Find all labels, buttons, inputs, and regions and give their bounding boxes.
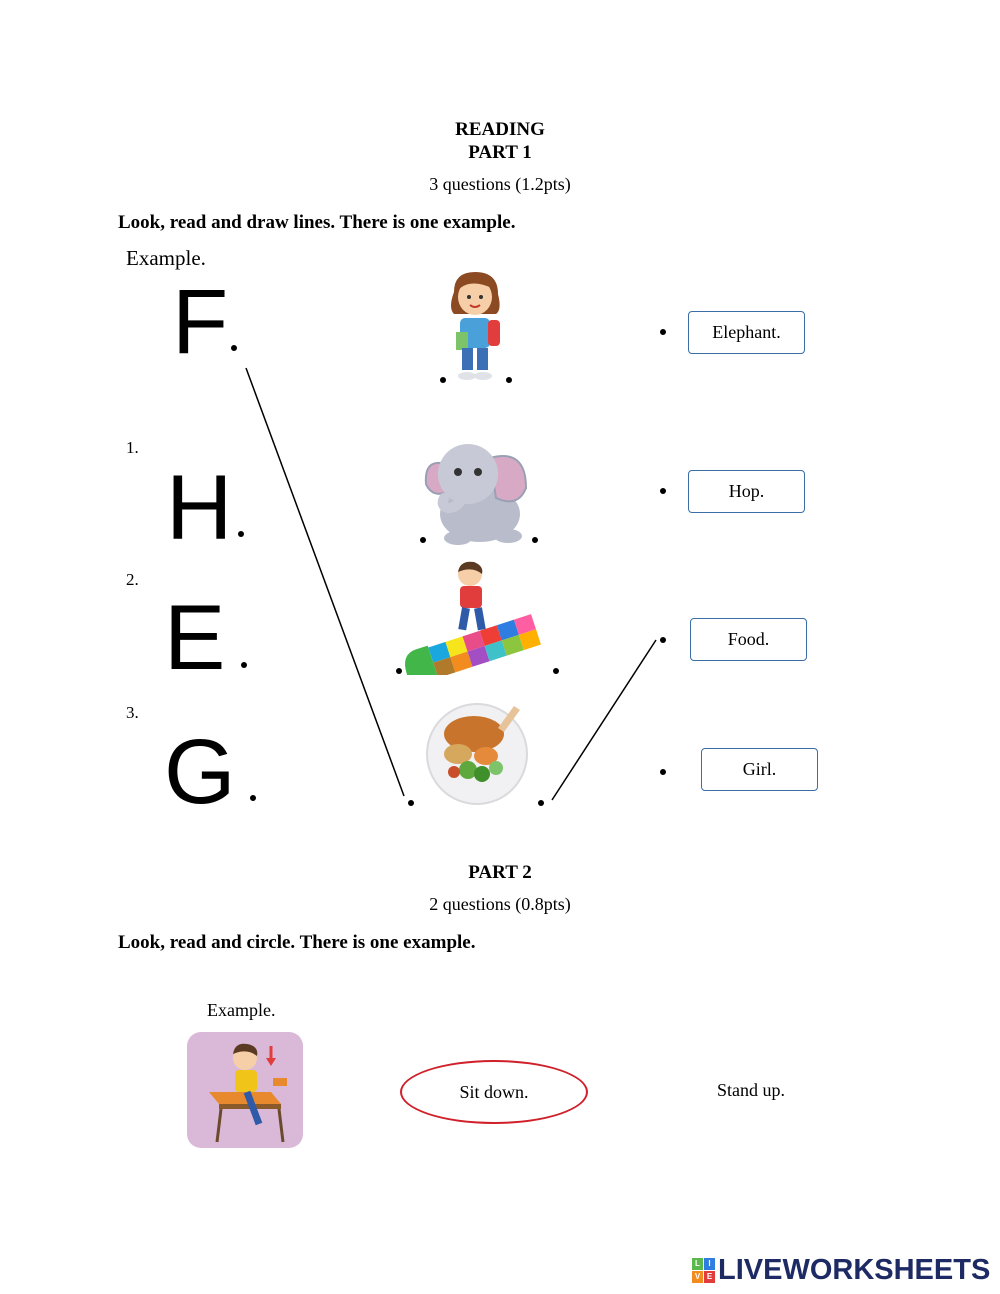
question-number-1: 1.	[126, 438, 139, 457]
part1-instruction: Look, read and draw lines. There is one example.	[118, 212, 516, 233]
line-f-girl	[246, 368, 404, 796]
part1-title: PART 1	[468, 142, 532, 163]
line-food-word	[552, 640, 656, 800]
reading-title: READING	[455, 119, 545, 140]
option-stand-up[interactable]: Stand up.	[717, 1080, 786, 1100]
letter-f: F	[172, 271, 229, 373]
letter-e: E	[164, 587, 226, 689]
word-box-food[interactable]: Food.	[690, 618, 807, 661]
logo-text: LIVEWORKSHEETS	[718, 1254, 991, 1286]
part2-instruction: Look, read and circle. There is one example.	[118, 932, 476, 953]
word-box-elephant[interactable]: Elephant.	[688, 311, 805, 354]
part2-title: PART 2	[468, 862, 532, 883]
option-sit-down[interactable]	[400, 1060, 588, 1124]
example-label: Example.	[126, 246, 206, 270]
liveworksheets-logo	[692, 1254, 990, 1287]
question-number-3: 3.	[126, 703, 139, 722]
option-sit-down-label: Sit down.	[459, 1081, 529, 1102]
word-box-hop[interactable]: Hop.	[688, 470, 805, 513]
word-box-girl[interactable]: Girl.	[701, 748, 818, 791]
part2-questions: 2 questions (0.8pts)	[429, 894, 571, 914]
logo-badge-icon: L I V E	[692, 1258, 715, 1283]
letter-g: G	[164, 721, 236, 823]
sit-down-picture	[187, 1032, 303, 1148]
letter-h: H	[166, 457, 233, 559]
question-number-2: 2.	[126, 570, 139, 589]
part2-example-label: Example.	[207, 1000, 276, 1020]
part1-questions: 3 questions (1.2pts)	[429, 174, 571, 194]
